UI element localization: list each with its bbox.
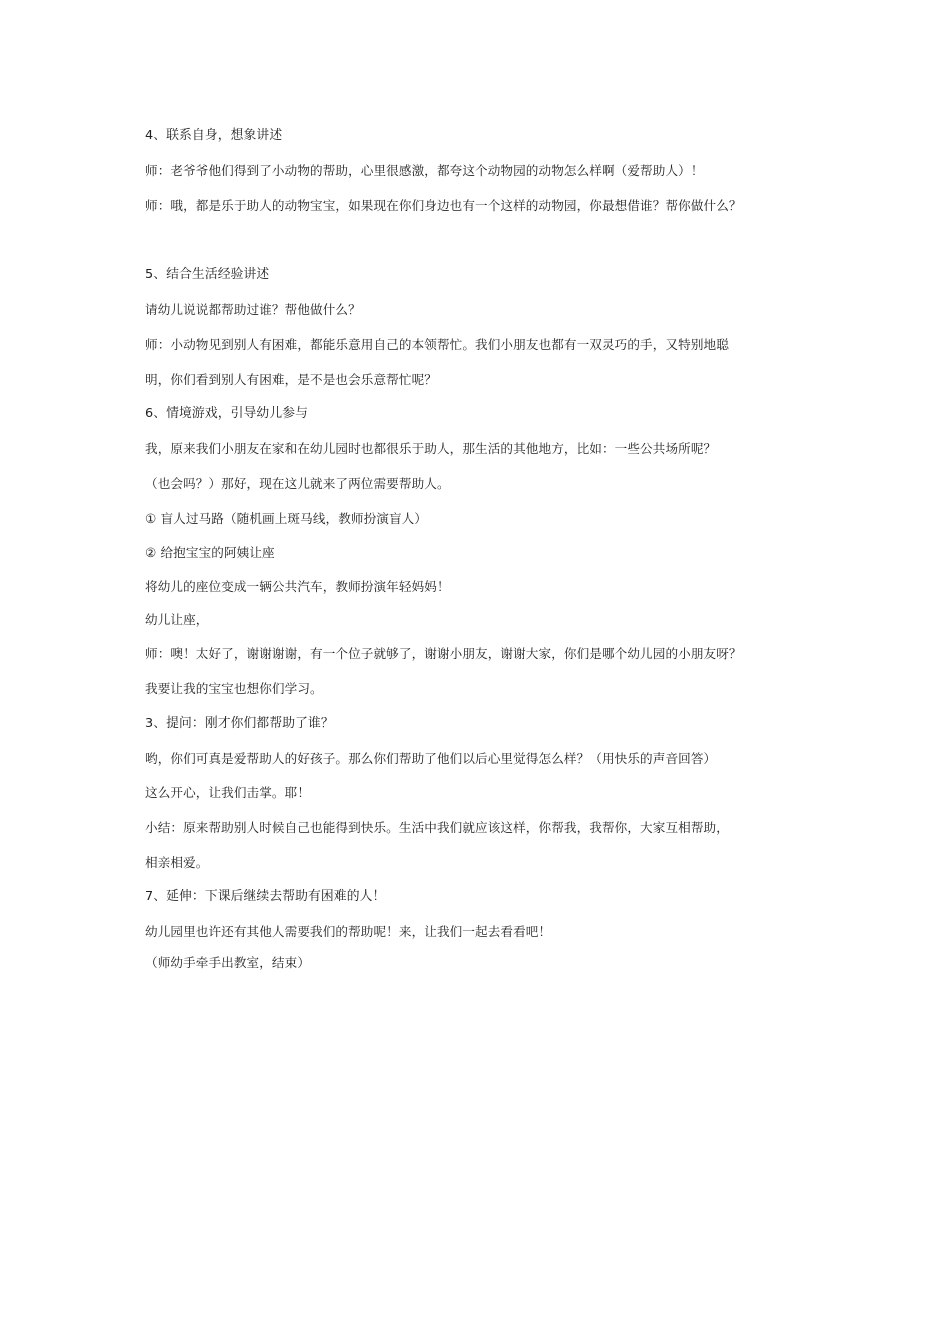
paragraph-line: 请幼儿说说都帮助过谁？帮他做什么？ xyxy=(145,302,361,317)
closing-note: （师幼手牵手出教室，结束） xyxy=(145,955,311,970)
paragraph-line: 我要让我的宝宝也想你们学习。 xyxy=(145,681,323,696)
paragraph-line: 幼儿让座， xyxy=(145,612,209,627)
summary-line: 相亲相爱。 xyxy=(145,855,209,870)
paragraph-line: 将幼儿的座位变成一辆公共汽车，教师扮演年轻妈妈！ xyxy=(145,579,450,594)
section-heading-3: 3、提问：刚才你们都帮助了谁？ xyxy=(145,716,334,731)
section-heading-4: 4、联系自身，想象讲述 xyxy=(145,128,283,143)
paragraph-line: 师：噢！太好了，谢谢谢谢，有一个位子就够了，谢谢小朋友，谢谢大家，你们是哪个幼儿园的小朋友呀？ xyxy=(145,646,742,661)
paragraph-line: 这么开心，让我们击掌。耶！ xyxy=(145,785,311,800)
summary-line: 小结：原来帮助别人时候自己也能得到快乐。生活中我们就应该这样，你帮我，我帮你，大家互相帮助， xyxy=(145,820,729,835)
list-item-2: ② 给抱宝宝的阿姨让座 xyxy=(145,545,275,560)
paragraph-line: 明，你们看到别人有困难，是不是也会乐意帮忙呢？ xyxy=(145,372,437,387)
paragraph-line: （也会吗？）那好，现在这儿就来了两位需要帮助人。 xyxy=(145,476,450,491)
section-heading-7: 7、延伸：下课后继续去帮助有困难的人！ xyxy=(145,889,386,904)
section-heading-5: 5、结合生活经验讲述 xyxy=(145,267,270,282)
paragraph-line: 幼儿园里也许还有其他人需要我们的帮助呢！来，让我们一起去看看吧！ xyxy=(145,924,552,939)
paragraph-line: 师：老爷爷他们得到了小动物的帮助，心里很感激，都夸这个动物园的动物怎么样啊（爱帮助人）！ xyxy=(145,163,704,178)
paragraph-line: 师：小动物见到别人有困难，都能乐意用自己的本领帮忙。我们小朋友也都有一双灵巧的手，又特别地聪 xyxy=(145,337,729,352)
paragraph-line: 我，原来我们小朋友在家和在幼儿园时也都很乐于助人，那生活的其他地方，比如：一些公共场所呢？ xyxy=(145,441,717,456)
paragraph-line: 师：哦，都是乐于助人的动物宝宝，如果现在你们身边也有一个这样的动物园，你最想借谁？帮你做什么？ xyxy=(145,198,742,213)
paragraph-line: 哟，你们可真是爱帮助人的好孩子。那么你们帮助了他们以后心里觉得怎么样？（用快乐的声音回答） xyxy=(145,751,717,766)
section-heading-6: 6、情境游戏，引导幼儿参与 xyxy=(145,406,309,421)
list-item-1: ① 盲人过马路（随机画上斑马线，教师扮演盲人） xyxy=(145,511,428,526)
